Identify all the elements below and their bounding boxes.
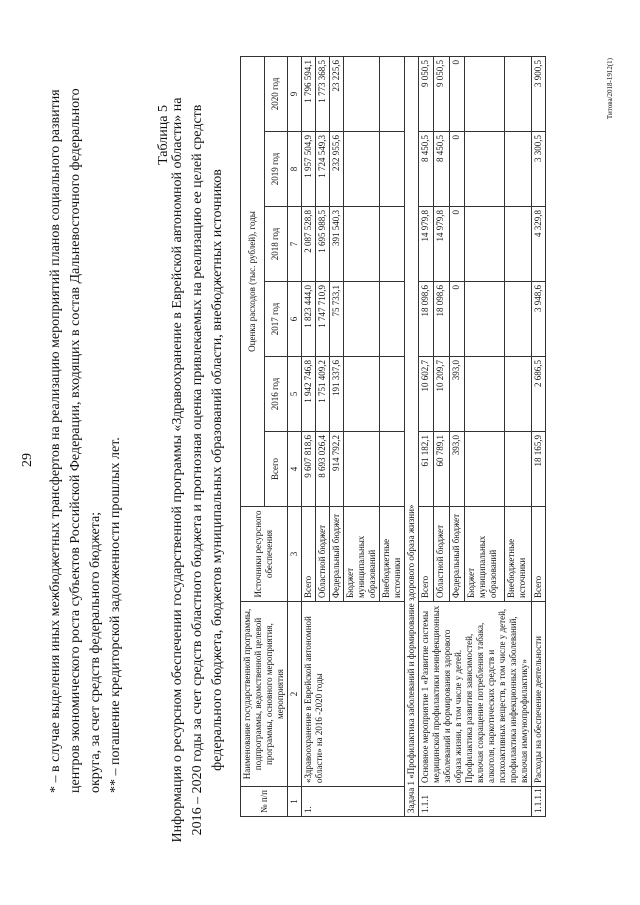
row-source: Областной бюджет (434, 507, 449, 602)
cell-value: 9 607 818,6 (302, 432, 316, 507)
row-source: Федеральный бюджет (449, 507, 464, 602)
header-row (241, 56, 265, 816)
table-row (302, 56, 316, 816)
cell-value: 0 (449, 207, 464, 282)
cell-value: 1 957 504,9 (302, 132, 316, 207)
cell-value: 1 823 444,0 (302, 282, 316, 357)
cell-value: 0 (449, 282, 464, 357)
table-row (532, 56, 546, 816)
column-number: 5 (288, 357, 302, 432)
cell-value: 10 209,7 (434, 357, 449, 432)
row-source: Бюджет муниципальных образований (344, 507, 380, 602)
column-number: 3 (288, 507, 302, 602)
cell-value: 14 979,8 (434, 207, 449, 282)
cell-value: 10 602,7 (419, 357, 434, 432)
column-number-row (288, 56, 302, 816)
row-source: Внебюджетные источники (504, 507, 531, 602)
column-number: 2 (288, 602, 302, 787)
column-number: 8 (288, 132, 302, 207)
row-num: 1. (302, 787, 405, 817)
row-name: Расходы на обеспечение деятельности (532, 602, 546, 787)
table-label: Таблица 5 (156, 105, 171, 165)
cell-value: 1 751 409,2 (316, 357, 330, 432)
col-2018-header: 2018 год (264, 207, 288, 282)
cell-value: 3 300,5 (532, 132, 546, 207)
footnote-line: * – в случае выделения иных межбюджетных трансфертов на реализацию мероприятий планов социального развития (48, 89, 63, 793)
row-source: Бюджет муниципальных образований (465, 507, 504, 602)
col-2020-header: 2020 год (264, 56, 288, 131)
row-source: Всего (302, 507, 316, 602)
col-estimate-header: Оценка расходов (тыс. рублей), годы (241, 56, 265, 506)
row-source: Федеральный бюджет (330, 507, 344, 602)
row-source: Всего (532, 507, 546, 602)
cell-value: 191 337,6 (330, 357, 344, 432)
cell-value: 391 540,3 (330, 207, 344, 282)
cell-value: 914 792,2 (330, 432, 344, 507)
cell-value: 1 695 988,5 (316, 207, 330, 282)
column-number: 6 (288, 282, 302, 357)
row-source: Областной бюджет (316, 507, 330, 602)
cell-value: 8 450,5 (419, 132, 434, 207)
cell-value: 18 098,6 (419, 282, 434, 357)
col-2019-header: 2019 год (264, 132, 288, 207)
row-name: «Здравоохранение в Еврейской автономной области» на 2016 -2020 годы (302, 602, 405, 787)
row-source: Всего (419, 507, 434, 602)
cell-value: 9 050,5 (419, 56, 434, 131)
cell-value: 60 789,1 (434, 432, 449, 507)
cell-value: 1 747 710,9 (316, 282, 330, 357)
cell-value: 18 165,9 (532, 432, 546, 507)
footnote-line: ** – погашение кредиторской задолженности прошлых лет. (108, 437, 123, 793)
row-num: 1.1.1 (419, 787, 532, 817)
column-number: 7 (288, 207, 302, 282)
task-title: Задача 1 «Профилактика заболеваний и формирование здорового образа жизни» (405, 56, 419, 816)
row-num: 1.1.1.1 (532, 787, 546, 817)
col-2016-header: 2016 год (264, 357, 288, 432)
cell-value: 18 098,6 (434, 282, 449, 357)
resource-table (240, 56, 546, 817)
cell-value: 23 225,6 (330, 56, 344, 131)
cell-value: 3 900,5 (532, 56, 546, 131)
footnote-line: округа, за счет средств федерального бюджета; (88, 511, 103, 793)
cell-value: 14 979,8 (419, 207, 434, 282)
row-name: Основное мероприятие 1 «Развитие системы медицинской профилактики неинфекционных заболеваний и формирования здорового образа жизни, в том числе у детей. Профилактика развития зависимостей, включая сокращение потребления табака, алкоголя, наркотических средств и психоактивных веществ, в том числе у детей, профилактика инфекционных заболеваний, включая иммунопрофилактику» (419, 602, 532, 787)
cell-value: 3 948,6 (532, 282, 546, 357)
table-heading: Информация о ресурсном обеспечении государственной программы «Здравоохранение в Еврейской автономной области» на 2016 – 2020 годы за счет средств областного бюджета и прогнозная оценка привлекаемых на реализацию ее целей средств федерального бюджета, бюджетов муниципальных образований области, внебюджетных источников (170, 97, 225, 843)
col-num-header: № п/п (241, 787, 288, 817)
footnote-line: центров экономического роста субъектов Российской Федерации, входящих в состав Дальневосточного федерального (68, 88, 83, 793)
cell-value: 4 329,8 (532, 207, 546, 282)
cell-value: 2 087 528,8 (302, 207, 316, 282)
col-total-header: Всего (264, 432, 288, 507)
col-source-header: Источники ресурсного обеспечения (241, 507, 288, 602)
task-row (405, 56, 419, 816)
row-source: Внебюджетные источники (380, 507, 405, 602)
page-number: 29 (20, 453, 35, 467)
col-name-header: Наименование государственной программы, подпрограммы, ведомственной целевой программы, основного мероприятия, мероприятия (241, 602, 288, 787)
cell-value: 0 (449, 132, 464, 207)
cell-value: 61 182,1 (419, 432, 434, 507)
cell-value: 1 724 549,3 (316, 132, 330, 207)
cell-value: 2 686,5 (532, 357, 546, 432)
cell-value: 0 (449, 56, 464, 131)
cell-value: 75 733,1 (330, 282, 344, 357)
cell-value: 1 773 368,5 (316, 56, 330, 131)
cell-value: 232 955,6 (330, 132, 344, 207)
column-number: 1 (288, 787, 302, 817)
cell-value: 8 450,5 (434, 132, 449, 207)
footer-code: Титова/2018-1912(1) (606, 58, 614, 120)
col-2017-header: 2017 год (264, 282, 288, 357)
cell-value: 1 796 594,1 (302, 56, 316, 131)
column-number: 4 (288, 432, 302, 507)
column-number: 9 (288, 56, 302, 131)
cell-value: 9 050,5 (434, 56, 449, 131)
cell-value: 8 693 026,4 (316, 432, 330, 507)
cell-value: 393,0 (449, 432, 464, 507)
cell-value: 1 942 746,8 (302, 357, 316, 432)
table-row (419, 56, 434, 816)
cell-value: 393,0 (449, 357, 464, 432)
